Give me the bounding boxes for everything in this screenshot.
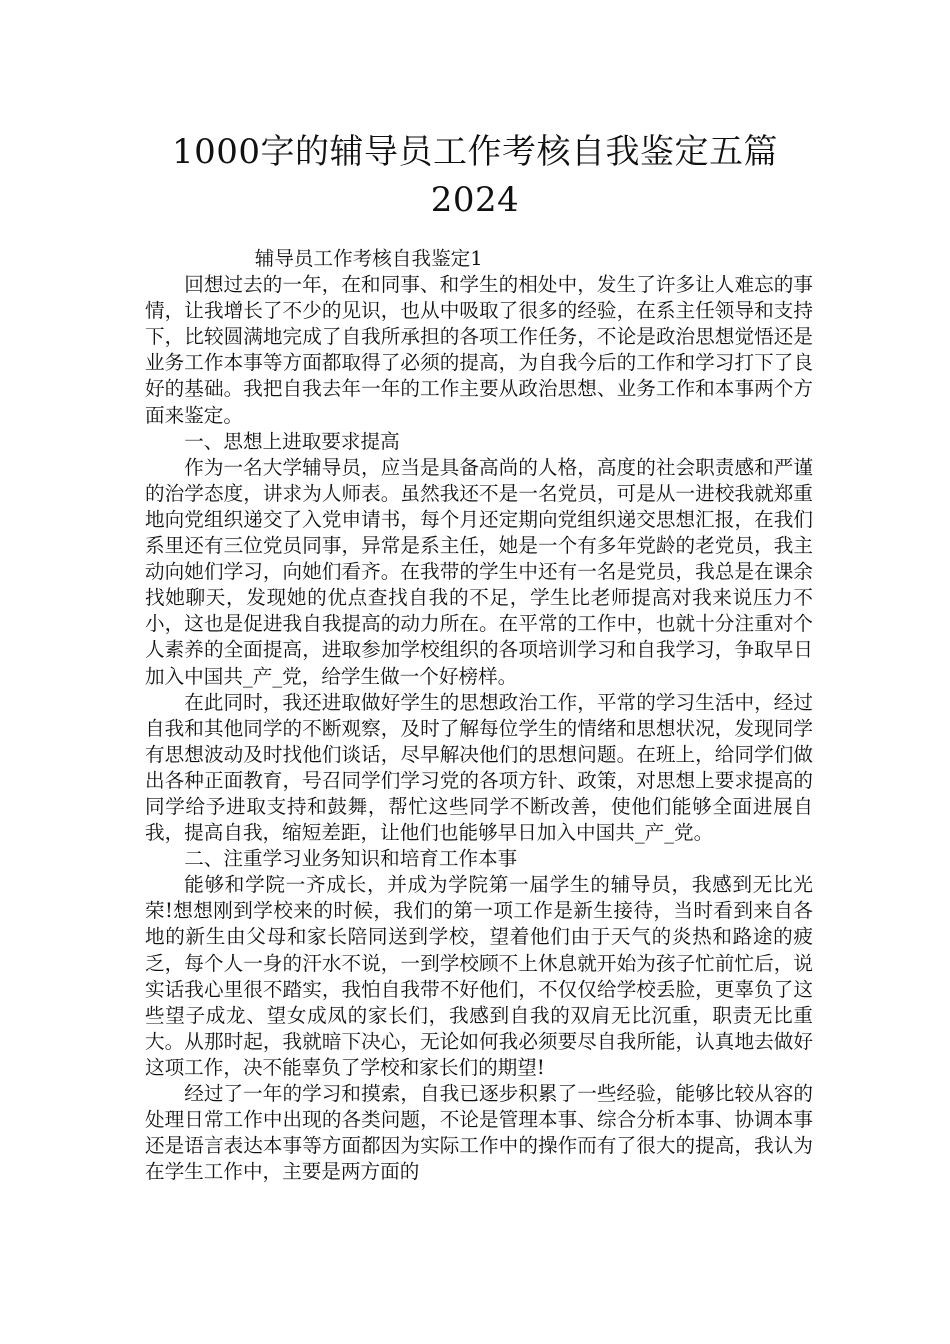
document-title-line2: 2024 — [430, 180, 520, 220]
document-title-line1: 1000字的辅导员工作考核自我鉴定五篇 — [171, 132, 779, 172]
document-subtitle: 辅导员工作考核自我鉴定1 — [254, 247, 483, 270]
document-body — [145, 246, 813, 1185]
document-title — [140, 128, 810, 224]
paragraph: 回想过去的一年，在和同事、和学生的相处中，发生了许多让人难忘的事情，让我增长了不少的见识，也从中吸取了很多的经验，在系主任领导和支持下，比较圆满地完成了自我所承担的各项工作任务，不论是政治思想觉悟还是业务工作本事等方面都取得了必须的提高，为自我今后的工作和学习打下了良好的基础。我把自我去年一年的工作主要从政治思想、业务工作和本事两个方面来鉴定。 — [145, 273, 813, 427]
paragraph: 能够和学院一齐成长，并成为学院第一届学生的辅导员，我感到无比光荣!想想刚到学校来的时候，我们的第一项工作是新生接待，当时看到来自各地的新生由父母和家长陪同送到学校，望着他们由于天气的炎热和路途的疲乏，每个人一身的汗水不说，一到学校顾不上休息就开始为孩子忙前忙后，说实话我心里很不踏实，我怕自我带不好他们，不仅仅给学校丢脸，更辜负了这些望子成龙、望女成凤的家长们，我感到自我的双肩无比沉重，职责无比重大。从那时起，我就暗下决心，无论如何我必须要尽自我所能，认真地去做好这项工作，决不能辜负了学校和家长们的期望! — [145, 873, 813, 1079]
paragraph: 经过了一年的学习和摸索，自我已逐步积累了一些经验，能够比较从容的处理日常工作中出现的各类问题，不论是管理本事、综合分析本事、协调本事还是语言表达本事等方面都因为实际工作中的操作而有了很大的提高，我认为在学生工作中，主要是两方面的 — [145, 1082, 813, 1184]
paragraph: 作为一名大学辅导员，应当是具备高尚的人格，高度的社会职责感和严谨的治学态度，讲求为人师表。虽然我还不是一名党员，可是从一进校我就郑重地向党组织递交了入党申请书，每个月还定期向党组织递交思想汇报，在我们系里还有三位党员同事，异常是系主任，她是一个有多年党龄的老党员，我主动向她们学习，向她们看齐。在我带的学生中还有一名是党员，我总是在课余找她聊天，发现她的优点查找自我的不足，学生比老师提高对我来说压力不小，这也是促进我自我提高的动力所在。在平常的工作中，也就十分注重对个人素养的全面提高，进取参加学校组织的各项培训学习和自我学习，争取早日加入中国共_产_党，给学生做一个好榜样。 — [145, 455, 813, 688]
paragraph: 在此同时，我还进取做好学生的思想政治工作，平常的学习生活中，经过自我和其他同学的不断观察，及时了解每位学生的情绪和思想状况，发现同学有思想波动及时找他们谈话，尽早解决他们的思想问题。在班上，给同学们做出各种正面教育，号召同学们学习党的各项方针、政策，对思想上要求提高的同学给予进取支持和鼓舞，帮忙这些同学不断改善，使他们能够全面进展自我，提高自我，缩短差距，让他们也能够早日加入中国共_产_党。 — [145, 690, 813, 845]
section-heading: 一、思想上进取要求提高 — [184, 429, 400, 453]
section-heading: 二、注重学习业务知识和培育工作本事 — [184, 847, 518, 871]
